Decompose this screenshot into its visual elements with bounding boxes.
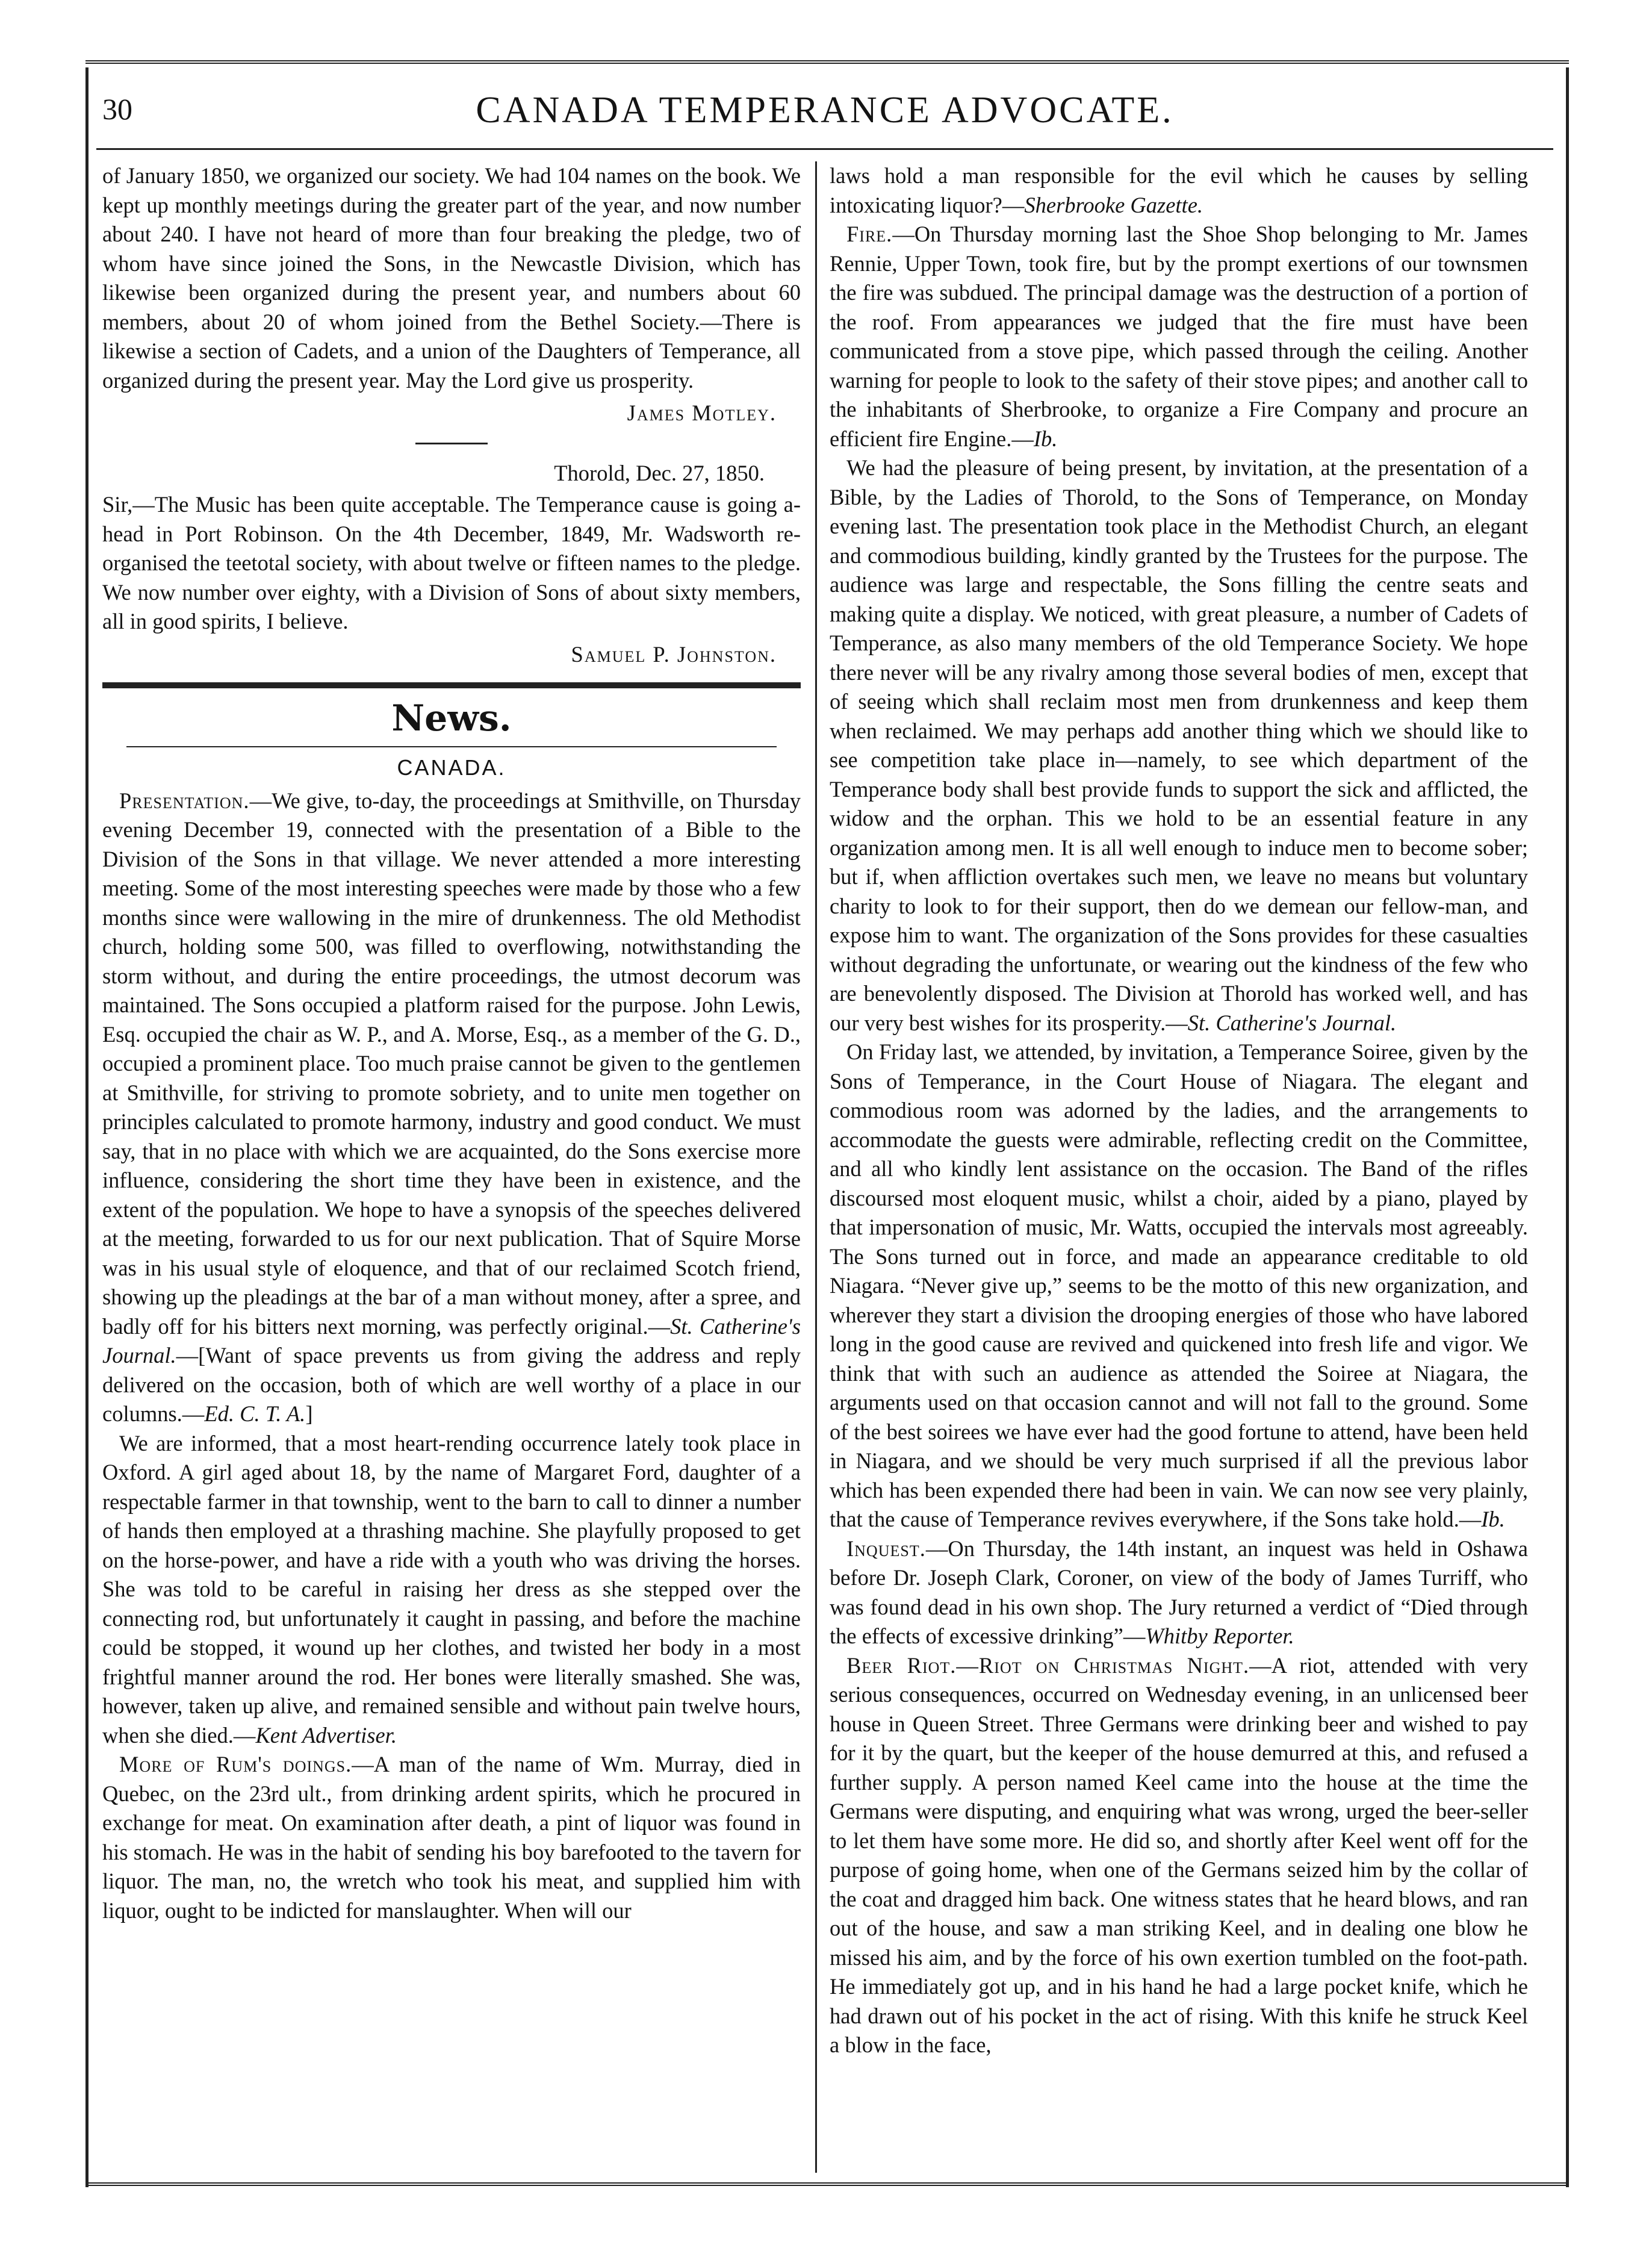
section-divider — [102, 682, 801, 688]
news-heading: News. — [391, 697, 512, 740]
article-presentation: Presentation.—We give, to-day, the proceedings at Smithville, on Thursday evening December 19, connected with the presentation of a Bible to the Division of the Sons in that village. We never attended a more interesting meeting. Some of the most interesting speeches were made by those who a few months since were wallowing in the mire of drunkenness. The old Methodist church, holding some 500, was filled to overflowing, notwithstanding the storm without, and during the entire proceedings, the utmost decorum was maintained. The Sons occupied a platform raised for the purpose. John Lewis, Esq. occupied the chair as W. P., and A. Morse, Esq., as a member of the G. D., occupied a prominent place. Too much praise cannot be given to the gentlemen at Smithville, for striving to promote sobriety, and to unite men together on principles calculated to promote harmony, industry and good conduct. We must say, that in no place with which we are acquainted, do the Sons exercise more influence, considering the short time they have been in existence, and the extent of the population. We hope to have a synopsis of the speeches delivered at the meeting, forwarded to us for our next publication. That of Squire Morse was in his usual style of eloquence, and that of our reclaimed Scotch friend, showing up the pleadings at the bar of a man without money, after a spree, and badly off for his bitters next morning, was perfectly original.—St. Catherine's Journal.—[Want of space prevents us from giving the address and reply delivered on the occasion, both of which are well worthy of a place in our columns.—Ed. C. T. A.] — [102, 788, 801, 1426]
article-source: Kent Advertiser. — [255, 1722, 397, 1748]
article-source: Ib. — [1481, 1507, 1505, 1531]
news-rule — [126, 746, 777, 747]
signature-samuel-johnston: Samuel P. Johnston. — [571, 641, 777, 667]
article-source: Sherbrooke Gazette. — [1024, 192, 1203, 217]
article-rum: More of Rum's doings.—A man of the name of Wm. Murray, died in Quebec, on the 23rd ult., from drinking ardent spirits, which he procured in exchange for meat. On examination after death, a pint of liquor was found in his stomach. He was in the habit of sending his boy barefooted to the tavern for liquor. The man, no, the wretch who took his meat, and supplied him with liquor, ought to be indicted for manslaughter. When will our — [102, 1752, 801, 1923]
column-divider — [815, 161, 817, 2173]
article-niagara: On Friday last, we attended, by invitation, a Temperance Soiree, given by the Sons of Temperance, in the Court House of Niagara. The elegant and commodious room was adorned by the ladies, and the arrangements to accommodate the guests were admirable, reflecting credit on the Committee, and all who kindly lent assistance on the occasion. The Band of the rifles discoursed most eloquent music, whilst a choir, aided by a piano, played by that impersonation of music, Mr. Watts, occupied the intervals most agreeably. The Sons turned out in force, and made an appearance creditable to old Niagara. “Never give up,” seems to be the motto of this new organization, and wherever they start a division the drooping energies of those who have labored long in the good cause are revived and quickened into fresh life and vigor. We think that with such an audience as attended the Soiree at Niagara, the arguments used on that occasion cannot and will not fall to the ground. Some of the best soirees we have ever had the good fortune to attend, have been held in Niagara, and we should be very much surprised if all the previous labor which has been expended there had been in vain. We can now see very plainly, that the cause of Temperance revives everywhere, if the Sons take hold.—Ib. — [830, 1039, 1528, 1531]
signature-james-motley: James Motley. — [627, 400, 777, 425]
article-source: St. Catherine's Journal. — [1187, 1010, 1397, 1035]
article-source: St. Catherine's Journal. — [102, 1313, 801, 1368]
article-lead: Inquest. — [846, 1536, 926, 1561]
masthead-title: CANADA TEMPERANCE ADVOCATE. — [476, 90, 1174, 131]
page-header — [96, 84, 1553, 139]
bottom-border — [85, 2182, 1569, 2186]
article-source: Ib. — [1033, 426, 1058, 451]
article-lead: Beer Riot.—Riot on Christmas Night. — [846, 1652, 1250, 1678]
section-canada: CANADA. — [397, 755, 506, 780]
letter-port-robinson: Sir,—The Music has been quite acceptable. The Temperance cause is going a-head in Port Robinson. On the 4th December, 1849, Mr. Wadsworth re-organised the teetotal society, with about twelve or fifteen names to the pledge. We now number over eighty, with a Division of Sons of about sixty members, all in good spirits, I believe. — [102, 492, 801, 634]
article-lead: Presentation. — [119, 788, 250, 813]
article-fire: Fire.—On Thursday morning last the Shoe Shop belonging to Mr. James Rennie, Upper Town, took fire, but by the prompt exertions of our townsmen the fire was subdued. The principal damage was the destruction of a portion of the roof. From appearances we judged that the fire must have been communicated from a stove pipe, which passed through the ceiling. Another warning for people to look to the safety of their stove pipes; and another call to the inhabitants of Sherbrooke, to organize a Fire Company and procure an efficient fire Engine.—Ib. — [830, 222, 1528, 451]
short-divider — [415, 443, 488, 444]
article-lead: More of Rum's doings. — [119, 1752, 352, 1776]
letter-continuation: of January 1850, we organized our society. We had 104 names on the book. We kept up monthly meetings during the greater part of the year, and now number about 240. I have not heard of more than four breaking the pledge, two of whom have since joined the Sons, in the Newcastle Division, which has likewise been organized during the present year, and numbers about 60 members, about 20 of whom joined from the Bethel Society.—There is likewise a section of Cadets, and a union of the Daughters of Temperance, all organized during the present year. May the Lord give us prosperity. — [102, 163, 801, 393]
left-column — [102, 161, 801, 1925]
editor-note-signature: Ed. C. T. A. — [204, 1401, 306, 1426]
article-inquest: Inquest.—On Thursday, the 14th instant, an inquest was held in Oshawa before Dr. Joseph Clark, Coroner, on view of the body of James Turriff, who was found dead in his own shop. The Jury returned a verdict of “Died through the effects of excessive drinking”—Whitby Reporter. — [830, 1536, 1528, 1648]
article-oxford: We are informed, that a most heart-rending occurrence lately took place in Oxford. A girl aged about 18, by the name of Margaret Ford, daughter of a respectable farmer in that township, went to the barn to call to dinner a number of hands then employed at a thrashing machine. She playfully proposed to get on the horse-power, and have a ride with a youth who was driving the horses. She was told to be careful in raising her dress as she stepped over the connecting rod, but unfortunately it caught in passing, and before the machine could be stopped, it wound up her clothes, and twisted her body in a most frightful manner around the rod. Her bones were literally smashed. She was, however, taken up alive, and remained sensible and without pain twelve hours, when she died.—Kent Advertiser. — [102, 1430, 801, 1748]
page-number: 30 — [102, 92, 132, 126]
header-rule — [96, 148, 1553, 150]
dateline: Thorold, Dec. 27, 1850. — [554, 460, 765, 485]
top-border — [85, 60, 1569, 64]
right-column — [830, 161, 1528, 2060]
article-source: Whitby Reporter. — [1145, 1624, 1294, 1648]
article-lead: Fire. — [846, 222, 893, 246]
article-beer-riot: Beer Riot.—Riot on Christmas Night.—A riot, attended with very serious consequences, occurred on Wednesday evening, in an unlicensed beer house in Queen Street. Three Germans were drinking beer and wished to pay for it by the quart, but the keeper of the house demurred at this, and refused a further supply. A person named Keel came into the house at the time the Germans were disputing, and enquiring what was wrong, urged the beer-seller to let them have some more. He did so, and shortly after Keel went off for the purpose of going home, when one of the Germans seized him by the collar of the coat and dragged him back. One witness states that he heard blows, and ran out of the house, and saw a man striking Keel, and in dealing one blow he missed his aim, and by the force of his own exertion tumbled on the foot-path. He immediately got up, and in his hand he had a large pocket knife, which he had drawn out of his pocket in the act of rising. With this knife he struck Keel a blow in the face, — [830, 1652, 1528, 2057]
article-thorold: We had the pleasure of being present, by invitation, at the presentation of a Bible, by the Ladies of Thorold, to the Sons of Temperance, on Monday evening last. The presentation took place in the Methodist Church, an elegant and commodious building, kindly granted by the Trustees for the purpose. The audience was large and respectable, the Sons filling the centre seats and making quite a display. We noticed, with great pleasure, a number of Cadets of Temperance, as also many members of the old Temperance Society. We hope there never will be any rivalry among those several bodies of men, except that of seeing which shall reclaim most men from drunkenness and keep them when reclaimed. We may perhaps add another thing which we should like to see competition take place in—namely, to see which department of the Temperance body shall best provide funds to support the sick and afflicted, the widow and the orphan. This we hold to be an essential feature in any organization among men. It is all well enough to induce men to become sober; but if, when affliction overtakes such men, we leave no means but voluntary charity to look to for their support, then do we demean our fellow-man, and expose him to want. The organization of the Sons provides for these casualties without degrading the unfortunate, or wearing out the kindness of the few who are benevolently disposed. The Division at Thorold has worked well, and has our very best wishes for its prosperity.—St. Catherine's Journal. — [830, 455, 1528, 1035]
article-rum-continued: laws hold a man responsible for the evil which he causes by selling intoxicating liquor?—Sherbrooke Gazette. — [830, 163, 1528, 217]
